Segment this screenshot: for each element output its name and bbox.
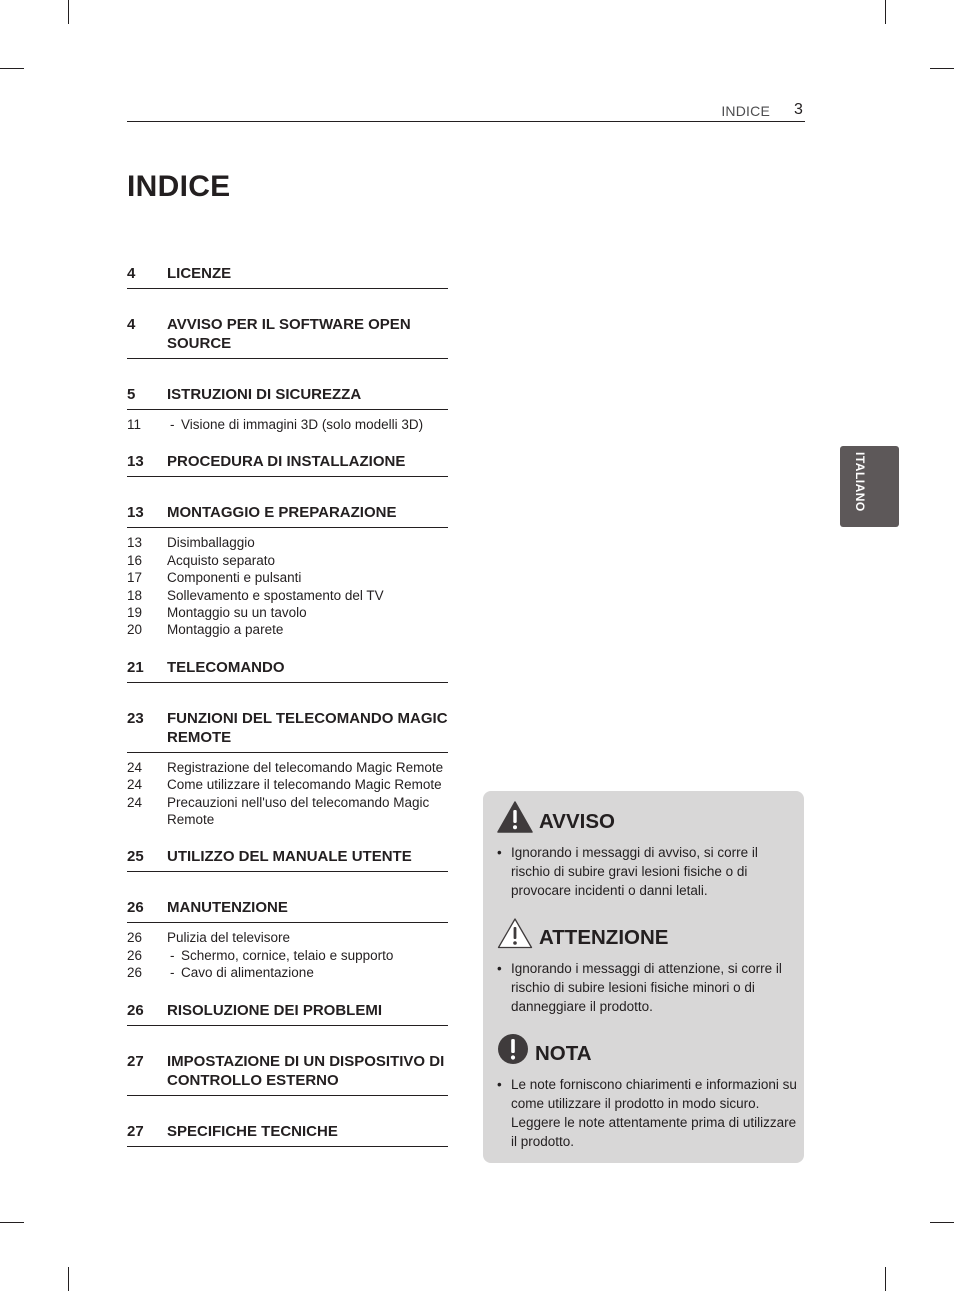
toc-subentry-page-number: 19: [127, 605, 143, 621]
toc-subentry-title: Disimballaggio: [167, 535, 255, 551]
crop-mark: [885, 1267, 886, 1291]
exclamation-circle-icon: [497, 1033, 529, 1065]
toc-subentry[interactable]: [127, 776, 448, 793]
toc-section: [127, 898, 448, 981]
crop-mark: [68, 1267, 69, 1291]
toc-section: [127, 847, 448, 872]
language-tab-label: ITALIANO: [853, 452, 867, 512]
toc-subentry-title: Registrazione del telecomando Magic Remote: [167, 759, 444, 775]
bullet: •: [497, 845, 502, 860]
toc-page-number: 5: [127, 386, 136, 403]
toc-section: [127, 503, 448, 638]
caution-title: ATTENZIONE: [539, 926, 669, 949]
toc-subentry-page-number: 13: [127, 535, 143, 551]
toc-section: [127, 452, 448, 477]
toc-subentry[interactable]: [127, 794, 448, 829]
toc-subentry[interactable]: [127, 929, 448, 946]
crop-mark: [0, 1222, 24, 1223]
notice-box: [483, 791, 804, 1163]
toc-page-number: 21: [127, 658, 144, 676]
toc-subentry[interactable]: [127, 621, 448, 638]
toc-entry[interactable]: [127, 452, 448, 477]
toc-page-number: 13: [127, 504, 144, 522]
crop-mark: [0, 68, 24, 69]
toc-section-title: AVVISO PER IL SOFTWARE OPEN SOURCE: [167, 316, 411, 352]
toc-entry[interactable]: [127, 898, 448, 923]
table-of-contents: [127, 264, 448, 1147]
toc-subentry-page-number: 24: [127, 777, 143, 793]
toc-page-number: 25: [127, 848, 144, 866]
toc-section-title: IMPOSTAZIONE DI UN DISPOSITIVO DI CONTROLLO ESTERNO: [167, 1052, 445, 1089]
toc-subentry-title: Visione di immagini 3D (solo modelli 3D): [181, 417, 424, 432]
toc-section-title: FUNZIONI DEL TELECOMANDO MAGIC REMOTE: [167, 709, 448, 746]
toc-entry[interactable]: [127, 385, 448, 410]
toc-subentries: [127, 923, 448, 981]
page-title: INDICE: [127, 170, 231, 203]
toc-subentry-title: Acquisto separato: [167, 552, 276, 568]
toc-entry[interactable]: [127, 503, 448, 528]
toc-section-title: MANUTENZIONE: [167, 899, 288, 917]
toc-section-title: MONTAGGIO E PREPARAZIONE: [167, 504, 397, 522]
toc-subentry-page-number: 26: [127, 965, 143, 981]
page-number: 3: [794, 101, 803, 118]
toc-section: [127, 1001, 448, 1026]
toc-section: [127, 709, 448, 829]
crop-mark: [885, 0, 886, 24]
toc-subentry-page-number: 24: [127, 794, 143, 810]
toc-entry[interactable]: [127, 315, 448, 359]
toc-section-title: SPECIFICHE TECNICHE: [167, 1122, 338, 1140]
toc-subentry[interactable]: [127, 416, 448, 433]
toc-entry[interactable]: [127, 264, 448, 289]
toc-subentry-title: Componenti e pulsanti: [167, 570, 302, 586]
toc-subentries: [127, 753, 448, 829]
crop-mark: [68, 0, 69, 24]
toc-subentry-title: Montaggio su un tavolo: [167, 605, 307, 621]
toc-section-title: LICENZE: [167, 265, 232, 282]
toc-subentry[interactable]: [127, 552, 448, 569]
toc-page-number: 4: [127, 265, 136, 282]
toc-subentry-page-number: 24: [127, 759, 143, 775]
toc-page-number: 26: [127, 899, 144, 917]
toc-subentry[interactable]: [127, 947, 448, 964]
toc-subentry-title: Precauzioni nell'uso del telecomando Magic Remote: [167, 794, 430, 828]
toc-subentry-page-number: 17: [127, 570, 143, 586]
note-notice: [497, 1031, 797, 1151]
bullet: •: [497, 961, 502, 976]
toc-section-title: UTILIZZO DEL MANUALE UTENTE: [167, 848, 412, 866]
toc-section: [127, 1052, 448, 1096]
toc-entry[interactable]: [127, 1001, 448, 1026]
toc-entry[interactable]: [127, 658, 448, 683]
crop-mark: [930, 1222, 954, 1223]
note-title: NOTA: [535, 1042, 592, 1065]
toc-subentry-title: Pulizia del televisore: [167, 930, 291, 946]
toc-page-number: 27: [127, 1052, 144, 1070]
toc-section: [127, 385, 448, 433]
warning-outline-icon: [497, 917, 533, 949]
header-rule: [127, 121, 805, 122]
warning-notice: [497, 799, 797, 900]
toc-section: [127, 1122, 448, 1147]
toc-subentry[interactable]: [127, 569, 448, 586]
toc-subentry[interactable]: [127, 964, 448, 981]
bullet: •: [497, 1077, 502, 1092]
toc-subentry-page-number: 11: [127, 417, 142, 432]
toc-subentry-title: Cavo di alimentazione: [181, 965, 314, 981]
toc-page-number: 27: [127, 1122, 144, 1140]
toc-subentry-page-number: 26: [127, 947, 143, 963]
toc-page-number: 4: [127, 316, 136, 333]
warning-text: Ignorando i messaggi di avviso, si corre il rischio di subire gravi lesioni fisiche o di provocare incidenti o danni letali.: [511, 845, 758, 898]
toc-subentry-dash: -: [170, 417, 175, 432]
toc-subentry-title: Montaggio a parete: [167, 622, 284, 638]
toc-subentries: [127, 410, 448, 433]
toc-section-title: TELECOMANDO: [167, 658, 285, 676]
note-text: Le note forniscono chiarimenti e informazioni su come utilizzare il prodotto in modo sicuro. Leggere le note attentamente prima di utilizzare il prodotto.: [511, 1077, 797, 1149]
toc-page-number: 26: [127, 1001, 144, 1019]
header-section-label: INDICE: [721, 103, 770, 119]
caution-notice: [497, 915, 797, 1016]
toc-section: [127, 264, 448, 289]
toc-subentries: [127, 528, 448, 638]
toc-section-title: ISTRUZIONI DI SICUREZZA: [167, 386, 362, 403]
toc-subentry-title: Sollevamento e spostamento del TV: [167, 587, 384, 603]
toc-section: [127, 658, 448, 683]
toc-entry[interactable]: [127, 709, 448, 753]
toc-subentry-page-number: 16: [127, 552, 143, 568]
toc-entry[interactable]: [127, 847, 448, 872]
toc-section-title: RISOLUZIONE DEI PROBLEMI: [167, 1001, 383, 1019]
toc-entry[interactable]: [127, 1122, 448, 1147]
toc-subentry[interactable]: [127, 534, 448, 551]
toc-subentry-title: Schermo, cornice, telaio e supporto: [181, 947, 394, 963]
toc-subentry[interactable]: [127, 587, 448, 604]
toc-section: [127, 315, 448, 359]
warning-filled-icon: [497, 801, 533, 833]
toc-section-title: PROCEDURA DI INSTALLAZIONE: [167, 453, 406, 471]
warning-title: AVVISO: [539, 810, 615, 833]
crop-mark: [930, 68, 954, 69]
caution-text: Ignorando i messaggi di attenzione, si corre il rischio di subire lesioni fisiche minori o di danneggiare il prodotto.: [511, 961, 782, 1014]
toc-subentry-page-number: 18: [127, 587, 143, 603]
language-tab: [840, 446, 899, 527]
toc-subentry[interactable]: [127, 604, 448, 621]
toc-subentry-page-number: 20: [127, 622, 143, 638]
toc-subentry-page-number: 26: [127, 930, 143, 946]
toc-page-number: 23: [127, 709, 144, 727]
toc-subentry-dash: -: [170, 947, 175, 963]
toc-subentry[interactable]: [127, 759, 448, 776]
toc-page-number: 13: [127, 453, 144, 471]
toc-subentry-title: Come utilizzare il telecomando Magic Remote: [167, 777, 442, 793]
toc-subentry-dash: -: [170, 965, 175, 981]
toc-entry[interactable]: [127, 1052, 448, 1096]
